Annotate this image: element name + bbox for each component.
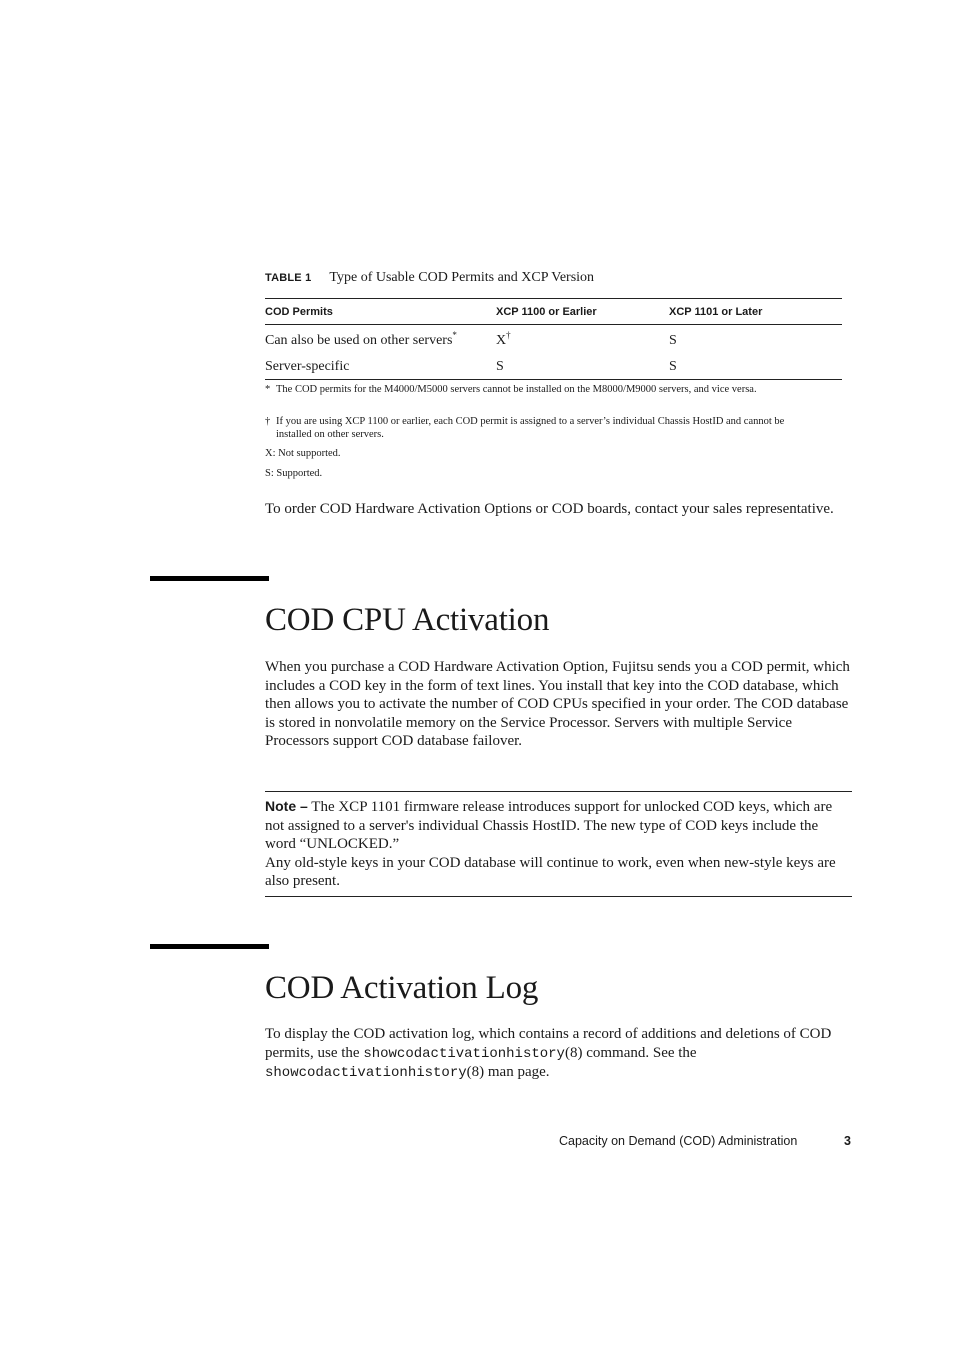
header-cod-permits: COD Permits (265, 299, 496, 325)
table-header-row (265, 299, 842, 325)
footnote-mark: * (265, 384, 271, 395)
note-content (265, 797, 852, 891)
section-rule (150, 576, 269, 581)
cell-text: X (496, 333, 507, 348)
cod-permits-table (265, 298, 842, 380)
table-label: TABLE 1 (265, 272, 312, 284)
para-text: (8) man page. (466, 1064, 550, 1080)
footnote-text: The COD permits for the M4000/M5000 servers cannot be installed on the M8000/M9000 servers, and vice versa. (276, 384, 757, 395)
table-title: Type of Usable COD Permits and XCP Version (329, 270, 595, 285)
footnote (265, 383, 825, 411)
footnote-mark: † (265, 416, 271, 427)
header-xcp-earlier: XCP 1100 or Earlier (496, 299, 669, 325)
note-label: Note – (265, 798, 308, 814)
order-paragraph: To order COD Hardware Activation Options or COD boards, contact your sales representative. (265, 501, 834, 517)
footnote-ref: * (452, 330, 457, 340)
table-cell: S (669, 355, 842, 380)
table-cell (265, 325, 496, 356)
footnote-text: If you are using XCP 1100 or earlier, each COD permit is assigned to a server’s individual Chassis HostID and cannot be installed on other servers. (276, 416, 785, 440)
command-name: showcodactivationhistory (265, 1065, 467, 1081)
footnote-ref: † (506, 330, 511, 340)
section-heading-activation-log: COD Activation Log (265, 970, 539, 1006)
table-cell: S (496, 355, 669, 380)
note-box (265, 791, 852, 897)
cell-text: Can also be used on other servers (265, 333, 453, 348)
section-rule (150, 944, 269, 949)
section-heading-cpu-activation: COD CPU Activation (265, 602, 550, 638)
note-text-2: Any old-style keys in your COD database will continue to work, even when new-style keys are also present. (265, 854, 836, 889)
footnote (265, 415, 825, 443)
table-row (265, 325, 842, 356)
table-row (265, 355, 842, 380)
table-cell: S (669, 333, 677, 348)
para-text: (8) command. See the (564, 1044, 697, 1061)
para-text: To display the COD activation log, which contains a record of additions and deletions of COD permits, use the (265, 1026, 832, 1061)
page-number: 3 (844, 1134, 851, 1148)
footer-title: Capacity on Demand (COD) Administration (559, 1134, 798, 1148)
legend-not-supported: X: Not supported. (265, 448, 341, 459)
activation-log-paragraph (265, 1025, 853, 1083)
cpu-activation-paragraph: When you purchase a COD Hardware Activation Option, Fujitsu sends you a COD permit, which includes a COD key in the form of text lines. You install that key into the COD database, which then allows you to activate the number of COD CPUs specified in your order. The COD database is stored in nonvolatile memory on the Service Processor. Servers with multiple Service Processors support COD database failover. (265, 659, 850, 749)
table-cell: Server-specific (265, 355, 496, 380)
note-text: The XCP 1101 firmware release introduces support for unlocked COD keys, which are not assigned to a server's individual Chassis HostID. The new type of COD keys include the word “UNLOCKED.” (265, 799, 833, 852)
table-cell (496, 325, 669, 356)
header-xcp-later: XCP 1101 or Later (669, 299, 842, 325)
command-name: showcodactivationhistory (363, 1045, 565, 1062)
legend-supported: S: Supported. (265, 468, 323, 479)
table-caption (265, 270, 594, 286)
